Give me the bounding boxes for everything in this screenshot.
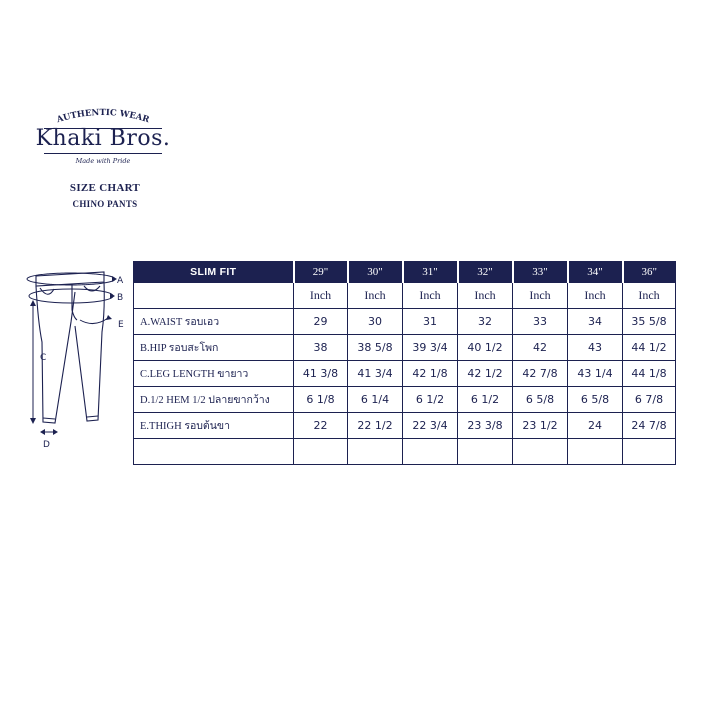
blank-cell — [403, 439, 458, 465]
value-cell: 43 — [568, 335, 623, 361]
value-cell: 30 — [348, 309, 403, 335]
value-cell: 6 1/8 — [294, 387, 348, 413]
size-header: 33" — [513, 262, 568, 283]
value-cell: 6 5/8 — [513, 387, 568, 413]
diagram-label-e: E — [118, 320, 124, 330]
chart-title: SIZE CHART — [69, 182, 141, 194]
table-row-hip — [134, 335, 676, 361]
value-cell: 38 — [294, 335, 348, 361]
value-cell: 38 5/8 — [348, 335, 403, 361]
unit-row-blank — [134, 283, 294, 309]
unit-cell: Inch — [294, 283, 348, 309]
brand-logo — [28, 104, 178, 165]
value-cell: 22 3/4 — [403, 413, 458, 439]
diagram-label-a: A — [117, 276, 124, 286]
chart-subtitle: CHINO PANTS — [72, 199, 138, 209]
row-label: A.WAIST รอบเอว — [134, 309, 294, 335]
size-header: 34" — [568, 262, 623, 283]
value-cell: 42 1/2 — [458, 361, 513, 387]
value-cell: 44 1/2 — [623, 335, 676, 361]
blank-cell — [513, 439, 568, 465]
blank-cell — [294, 439, 348, 465]
unit-cell: Inch — [458, 283, 513, 309]
svg-text:AUTHENTIC WEAR — [55, 108, 152, 126]
unit-cell: Inch — [623, 283, 676, 309]
table-header-row — [134, 262, 676, 283]
diagram-label-c: C — [40, 353, 47, 363]
measure-a-loop — [27, 273, 115, 285]
value-cell: 6 7/8 — [623, 387, 676, 413]
value-cell: 24 7/8 — [623, 413, 676, 439]
row-label: B.HIP รอบสะโพก — [134, 335, 294, 361]
measure-b-loop — [29, 289, 113, 303]
value-cell: 32 — [458, 309, 513, 335]
table-row-thigh — [134, 413, 676, 439]
value-cell: 22 1/2 — [348, 413, 403, 439]
blank-cell — [623, 439, 676, 465]
value-cell: 42 7/8 — [513, 361, 568, 387]
value-cell: 35 5/8 — [623, 309, 676, 335]
size-header: 31" — [403, 262, 458, 283]
row-label: E.THIGH รอบต้นขา — [134, 413, 294, 439]
value-cell: 23 1/2 — [513, 413, 568, 439]
row-label: D.1/2 HEM 1/2 ปลายขากว้าง — [134, 387, 294, 413]
value-cell: 6 1/2 — [403, 387, 458, 413]
value-cell: 6 5/8 — [568, 387, 623, 413]
value-cell: 34 — [568, 309, 623, 335]
brand-name: Khaki Bros. — [35, 126, 171, 151]
table-row-hem — [134, 387, 676, 413]
value-cell: 44 1/8 — [623, 361, 676, 387]
value-cell: 42 1/8 — [403, 361, 458, 387]
brand-tagline: AUTHENTIC WEAR — [55, 107, 151, 126]
blank-cell — [458, 439, 513, 465]
size-header: 32" — [458, 262, 513, 283]
value-cell: 43 1/4 — [568, 361, 623, 387]
unit-row — [134, 283, 676, 309]
value-cell: 41 3/8 — [294, 361, 348, 387]
diagram-label-b: B — [117, 293, 124, 303]
pants-diagram — [24, 262, 134, 452]
brand-tagline-arc — [43, 104, 163, 126]
value-cell: 39 3/4 — [403, 335, 458, 361]
size-header: 36" — [623, 262, 676, 283]
unit-cell: Inch — [403, 283, 458, 309]
value-cell: 23 3/8 — [458, 413, 513, 439]
unit-cell: Inch — [513, 283, 568, 309]
brand-motto: Made with Pride — [75, 157, 131, 165]
unit-cell: Inch — [568, 283, 623, 309]
size-header: 30" — [348, 262, 403, 283]
value-cell: 29 — [294, 309, 348, 335]
chart-titles — [30, 182, 180, 209]
size-chart-table — [133, 261, 676, 465]
value-cell: 33 — [513, 309, 568, 335]
row-label: C.LEG LENGTH ขายาว — [134, 361, 294, 387]
value-cell: 22 — [294, 413, 348, 439]
table-row-blank — [134, 439, 676, 465]
table-row-leg-length — [134, 361, 676, 387]
blank-cell — [568, 439, 623, 465]
blank-cell — [348, 439, 403, 465]
logo-rule-bottom — [44, 153, 162, 154]
value-cell: 41 3/4 — [348, 361, 403, 387]
diagram-label-d: D — [43, 440, 50, 450]
size-header: 29" — [294, 262, 348, 283]
fit-header: SLIM FIT — [134, 262, 294, 283]
value-cell: 24 — [568, 413, 623, 439]
blank-cell — [134, 439, 294, 465]
value-cell: 31 — [403, 309, 458, 335]
value-cell: 40 1/2 — [458, 335, 513, 361]
table-row-waist — [134, 309, 676, 335]
value-cell: 42 — [513, 335, 568, 361]
value-cell: 6 1/4 — [348, 387, 403, 413]
value-cell: 6 1/2 — [458, 387, 513, 413]
unit-cell: Inch — [348, 283, 403, 309]
